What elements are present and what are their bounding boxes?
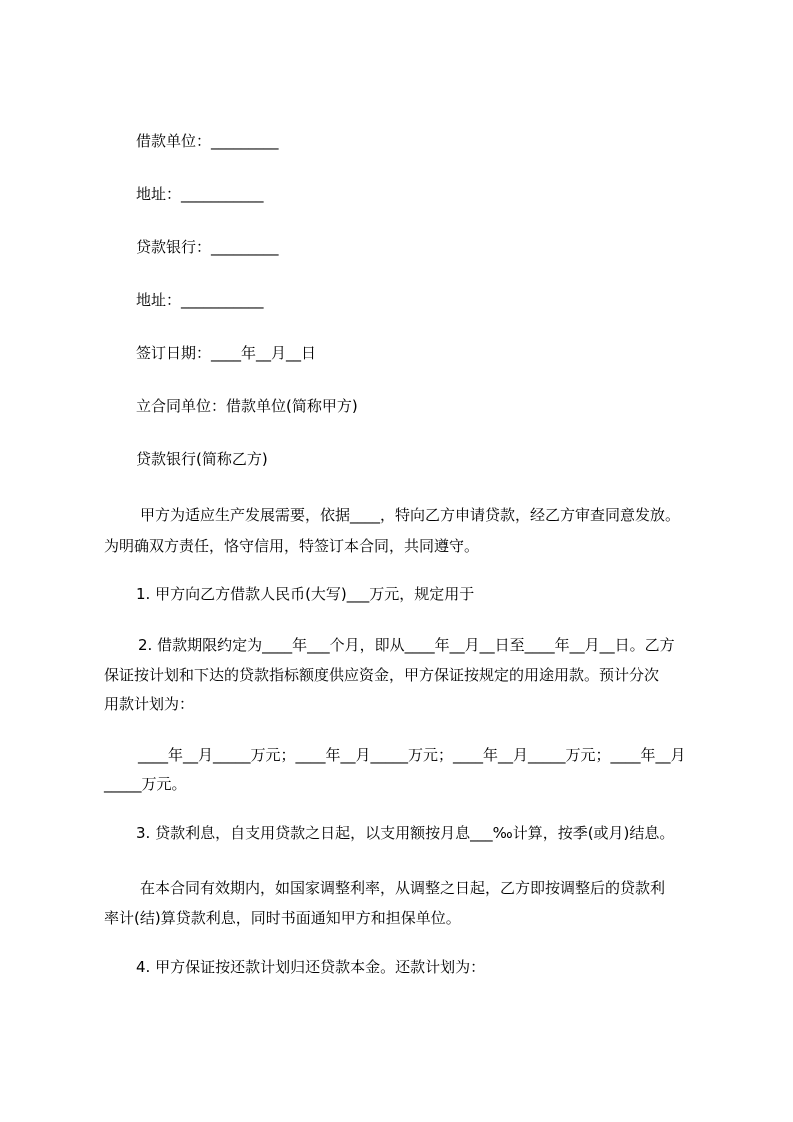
intro-line-2: 为明确双方责任，恪守信用，特签订本合同，共同遵守。	[104, 537, 480, 555]
bank-field: 贷款银行：_________	[136, 238, 279, 256]
clause-2-line-3: 用款计划为：	[104, 695, 195, 713]
schedule-line-1: ____年__月_____万元；____年__月_____万元；____年__月_____万元；____年__月	[138, 746, 686, 764]
clause-3: 3. 贷款利息，自支用贷款之日起，以支用额按月息___‰计算，按季(或月)结息。	[136, 824, 675, 842]
bank-short-name: 贷款银行(简称乙方)	[136, 450, 268, 468]
rate-adjust-line-1: 在本合同有效期内，如国家调整利率，从调整之日起，乙方即按调整后的贷款利	[140, 879, 666, 897]
signing-date-field: 签订日期：____年__月__日	[136, 344, 317, 362]
clause-4: 4. 甲方保证按还款计划归还贷款本金。还款计划为：	[136, 958, 486, 976]
schedule-line-2: _____万元。	[104, 775, 187, 793]
clause-2-line-2: 保证按计划和下达的贷款指标额度供应资金，甲方保证按规定的用途用款。预计分次	[104, 666, 660, 684]
contracting-parties: 立合同单位：借款单位(简称甲方)	[136, 397, 358, 415]
clause-2-line-1: 2. 借款期限约定为____年___个月，即从____年__月__日至____年__月__日。乙方	[138, 636, 675, 654]
borrower-address-field: 地址：___________	[136, 185, 264, 203]
intro-line-1: 甲方为适应生产发展需要，依据____，特向乙方申请贷款，经乙方审查同意发放。	[140, 506, 681, 524]
rate-adjust-line-2: 率计(结)算贷款利息，同时书面通知甲方和担保单位。	[104, 909, 461, 927]
clause-1: 1. 甲方向乙方借款人民币(大写)___万元，规定用于	[136, 585, 475, 603]
borrower-field: 借款单位：_________	[136, 132, 279, 150]
bank-address-field: 地址：___________	[136, 291, 264, 309]
